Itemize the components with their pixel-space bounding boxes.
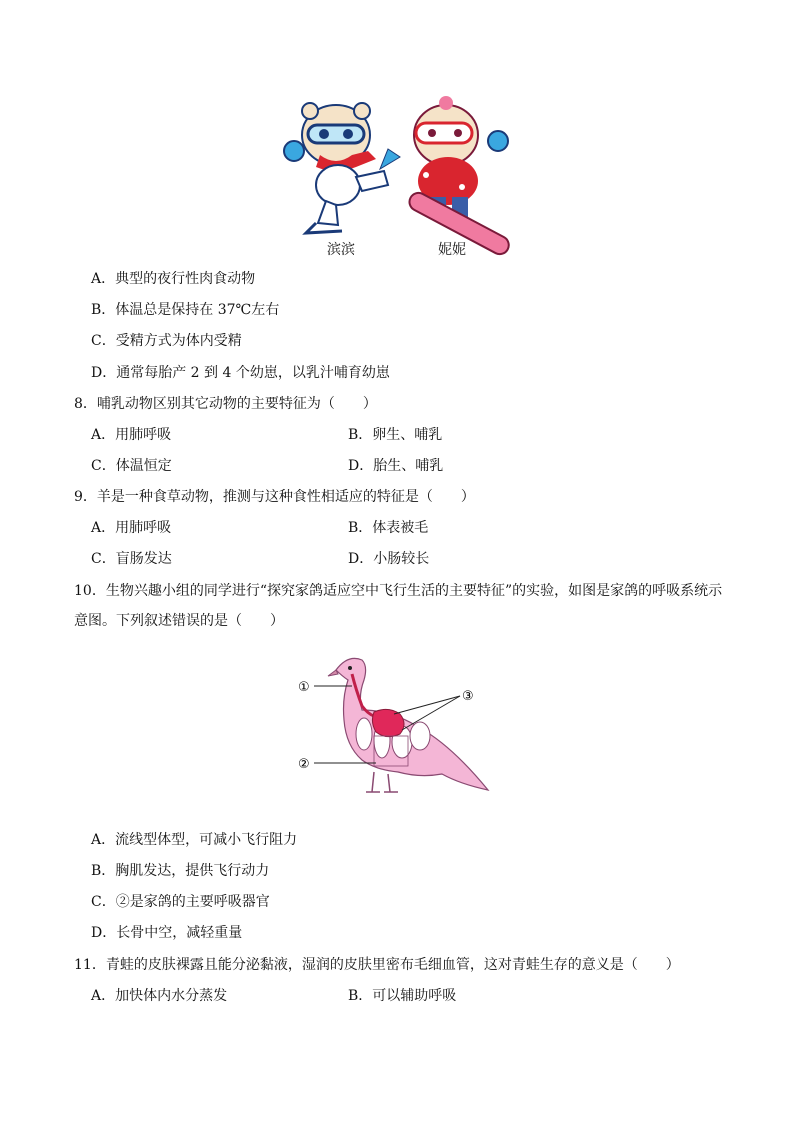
q11-option-b: B．可以辅助呼吸 [348,988,457,1004]
q7-option-d: D．通常每胎产 2 到 4 个幼崽，以乳汁哺育幼崽 [91,365,390,381]
q8-stem: 8．哺乳动物区别其它动物的主要特征为（ ） [74,396,377,412]
q11-option-a: A．加快体内水分蒸发 [91,988,228,1004]
q10-stem-line2: 意图。下列叙述错误的是（ ） [74,613,284,629]
q9-option-a: A．用肺呼吸 [91,520,172,536]
q10-option-d: D．长骨中空，减轻重量 [91,925,243,941]
label-1: ① [298,680,310,695]
q9-option-b: B．体表被毛 [348,520,429,536]
nini-mascot-illustration [406,96,512,257]
q10-option-b: B．胸肌发达，提供飞行动力 [91,863,270,879]
q9-option-d: D．小肠较长 [348,551,430,567]
q10-option-c: C．②是家鸽的主要呼吸器官 [91,894,270,910]
q8-option-b: B．卵生、哺乳 [348,427,443,443]
label-3: ③ [462,689,474,704]
q10-option-a: A．流线型体型，可减小飞行阻力 [91,832,298,848]
q8-option-d: D．胎生、哺乳 [348,458,444,474]
q7-option-c: C．受精方式为体内受精 [91,333,242,349]
caption-binbin: 滨滨 [327,242,355,258]
q9-option-c: C．盲肠发达 [91,551,172,567]
lungs [372,709,404,736]
mascots-figure [276,95,516,257]
q10-stem-line1: 10．生物兴趣小组的同学进行“探究家鸽适应空中飞行生活的主要特征”的实验，如图是家鸽的呼吸系统示 [74,583,723,599]
q8-option-a: A．用肺呼吸 [91,427,172,443]
q7-option-a: A．典型的夜行性肉食动物 [91,271,256,287]
q11-stem: 11．青蛙的皮肤裸露且能分泌黏液，湿润的皮肤里密布毛细血管，这对青蛙生存的意义是（ ） [74,957,680,973]
pigeon-respiratory-diagram [292,650,502,802]
q7-option-b: B．体温总是保持在 37℃左右 [91,302,280,318]
binbin-mascot-illustration [284,103,400,233]
caption-nini: 妮妮 [438,242,466,258]
q8-option-c: C．体温恒定 [91,458,172,474]
label-2: ② [298,757,310,772]
q9-stem: 9．羊是一种食草动物，推测与这种食性相适应的特征是（ ） [74,489,475,505]
